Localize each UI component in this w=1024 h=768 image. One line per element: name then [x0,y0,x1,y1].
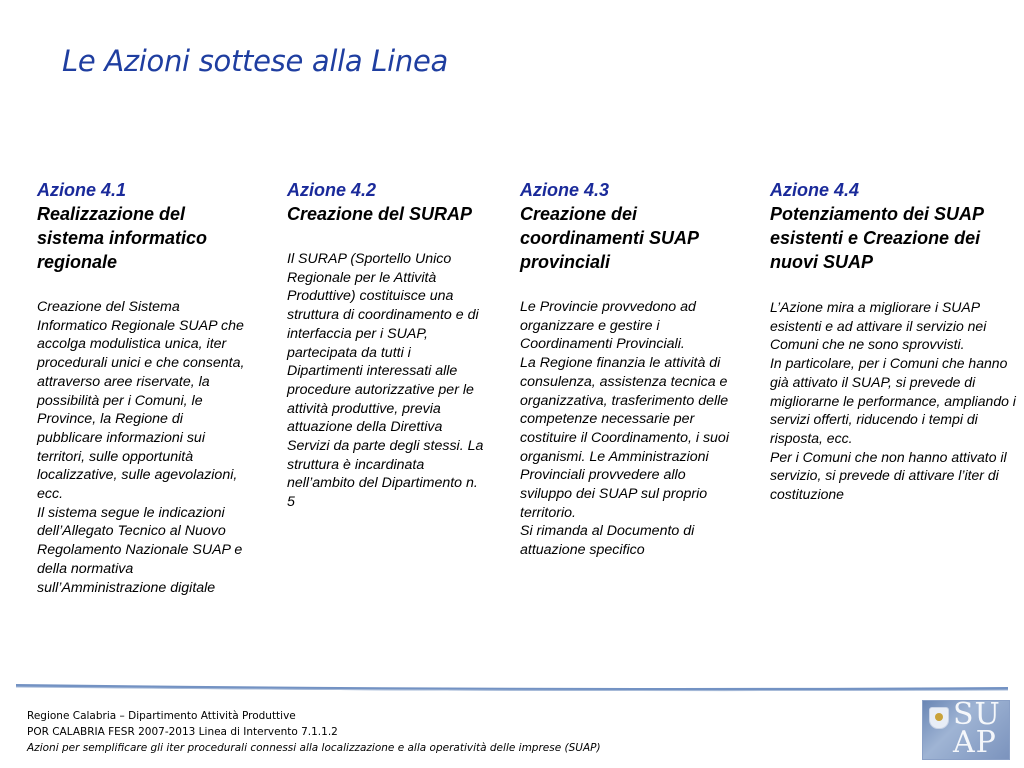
footer-divider [16,681,1008,693]
action-number: Azione 4.3 [520,180,610,200]
footer-text [27,708,601,756]
footer-line-program: POR CALABRIA FESR 2007-2013 Linea di Intervento 7.1.1.2 [27,726,338,738]
action-description: Il SURAP (Sportello Unico Regionale per le Attività Produttive) costituisce una struttura di coordinamento e di interfaccia per i SUAP, partecipata da tutti i Dipartimenti interessati alle procedure autorizzative per le attività produttive, previa attuazione della Direttiva Servizi da parte degli stessi. La struttura è incardinata nell’ambito del Dipartimento n. 5 [287,251,484,511]
action-column-4-3 [520,178,734,560]
slide-title: Le Azioni sottese alla Linea [62,44,449,78]
action-heading: Creazione del SURAP [287,204,473,224]
action-heading: Realizzazione del sistema informatico regionale [37,204,208,272]
action-number: Azione 4.4 [770,180,860,200]
suap-logo [922,700,1010,760]
action-description: Creazione del Sistema Informatico Regionale SUAP che accolga modulistica unica, iter procedurali unici e che consenta, attraverso aree riservate, la possibilità per i Comuni, le Province, la Regione di pubblicare informazioni sui territori, sulle opportunità localizzative, sulle agevolazioni, ecc. Il sistema segue le indicazioni dell’Allegato Tecnico al Nuovo Regolamento Nazionale SUAP e della normativa sull’Amministrazione digitale [37,299,245,596]
action-number: Azione 4.2 [287,180,377,200]
footer-line-project: Azioni per semplificare gli iter procedurali connessi alla localizzazione e alla operatività delle imprese (SUAP) [27,742,601,754]
action-column-4-2 [287,178,487,512]
logo-text-top: SU [953,700,1001,732]
action-column-4-1 [37,178,249,597]
logo-text-bottom: AP [953,725,997,760]
action-description: L’Azione mira a migliorare i SUAP esistenti e ad attivare il servizio nei Comuni che ne sono sprovvisti. In particolare, per i Comuni che hanno già attivato il SUAP, si prevede di migliorarne le performance, ampliando i servizi offerti, riducendo i tempi di risposta, ecc. Per i Comuni che non hanno attivato il servizio, si prevede di attivare l’iter di costituzione [770,299,1016,503]
action-heading: Creazione dei coordinamenti SUAP provinciali [520,204,699,272]
action-column-4-4 [770,178,1016,504]
action-heading: Potenziamento dei SUAP esistenti e Creazione dei nuovi SUAP [770,204,984,272]
action-description: Le Provincie provvedono ad organizzare e gestire i Coordinamenti Provinciali. La Regione finanzia le attività di consulenza, assistenza tecnica e organizzativa, trasferimento delle competenze necessarie per costituire il Coordinamento, i suoi organismi. Le Amministrazioni Provinciali provvedere allo sviluppo dei SUAP sul proprio territorio. Si rimanda al Documento di attuazione specifico [520,299,729,559]
regional-crest-icon [929,707,949,729]
action-number: Azione 4.1 [37,180,127,200]
footer-line-organization: Regione Calabria – Dipartimento Attività Produttive [27,710,296,722]
